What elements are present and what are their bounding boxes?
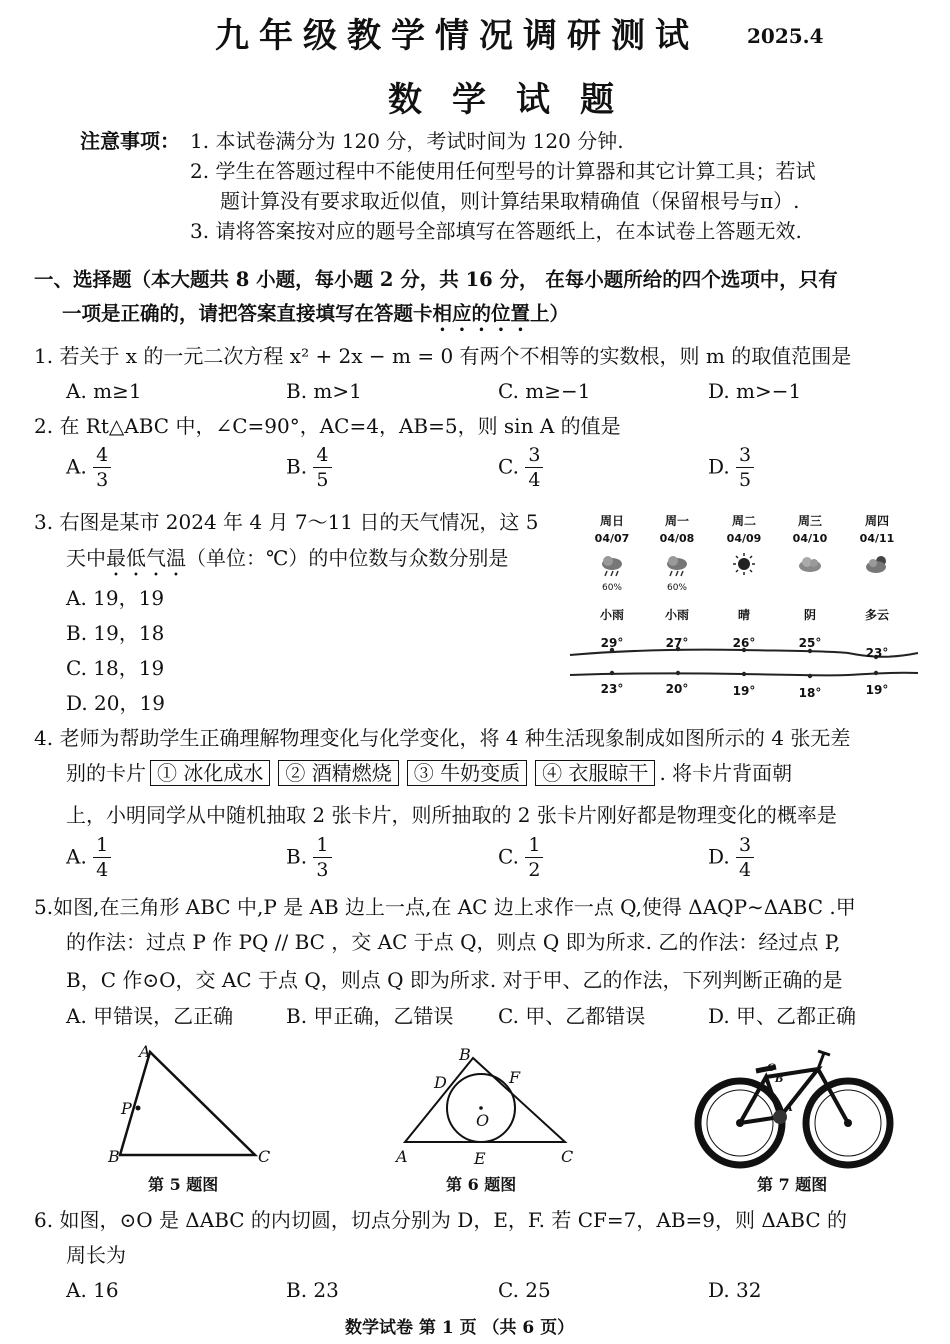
- rain-cloud-icon: [667, 556, 687, 576]
- q2-option-b: B. $\frac{4}{5}$: [286, 446, 332, 490]
- card-4: ④ 衣服晾干: [535, 760, 655, 786]
- weather-day-4: 周三: [797, 514, 822, 528]
- card-3: ③ 牛奶变质: [407, 760, 527, 786]
- fig6-label-c: C: [561, 1147, 574, 1166]
- exam-date: 2025.4: [747, 24, 824, 48]
- q3-option-c: C. 18，19: [66, 656, 165, 680]
- q1-option-a: A. m≥1: [66, 379, 142, 403]
- q6-line1: 6. 如图，⊙O 是 ΔABC 的内切圆，切点分别为 D，E，F. 若 CF=7，AB=9，则 ΔABC 的: [34, 1208, 848, 1232]
- card-2: ② 酒精燃烧: [278, 760, 398, 786]
- fig6-label-d: D: [434, 1073, 447, 1092]
- rain-cloud-icon: [602, 556, 622, 576]
- weather-day-3: 周二: [731, 514, 756, 528]
- weather-day-5: 周四: [864, 514, 889, 528]
- weather-date-4: 04/10: [792, 532, 828, 545]
- fig7-label-c: C: [767, 1063, 775, 1074]
- weather-low-1: 23°: [600, 682, 624, 696]
- page-subtitle: 数学试题: [388, 80, 644, 120]
- weather-low-4: 18°: [798, 686, 822, 700]
- card-1: ① 冰化成水: [150, 760, 270, 786]
- q2-option-d: D. $\frac{3}{5}$: [708, 446, 754, 490]
- q1-stem: 1. 若关于 x 的一元二次方程 x² + 2x − m = 0 有两个不相等的实数根，则 m 的取值范围是: [34, 344, 852, 368]
- q4-line1: 4. 老师为帮助学生正确理解物理变化与化学变化，将 4 种生活现象制成如图所示的 4 张无差: [34, 726, 851, 750]
- weather-high-3: 26°: [732, 636, 756, 650]
- weather-low-5: 19°: [865, 683, 889, 697]
- fig5-label-a: A: [139, 1042, 151, 1061]
- fig6-label-o: O: [476, 1111, 490, 1130]
- weather-high-1: 29°: [600, 636, 624, 650]
- weather-high-2: 27°: [665, 636, 689, 650]
- q5-option-c: C. 甲、乙都错误: [498, 1004, 646, 1028]
- weather-date-1: 04/07: [594, 532, 630, 545]
- q5-option-b: B. 甲正确，乙错误: [286, 1004, 454, 1028]
- q4-line3: 上，小明同学从中随机抽取 2 张卡片，则所抽取的 2 张卡片刚好都是物理变化的概率是: [66, 803, 837, 827]
- weather-day-1: 周日: [599, 514, 624, 528]
- weather-day-2: 周一: [664, 514, 689, 528]
- weather-low-3: 19°: [732, 684, 756, 698]
- fig7-label-b: B: [775, 1074, 784, 1085]
- fig6-caption: 第 6 题图: [446, 1175, 517, 1194]
- q2-stem: 2. 在 Rt△ABC 中，∠C=90°，AC=4，AB=5，则 sin A 的值是: [34, 414, 621, 438]
- page-footer: 数学试卷 第 1 页 （共 6 页）: [345, 1318, 575, 1338]
- weather-condition-1: 小雨: [599, 608, 624, 622]
- weather-high-5: 23°: [865, 646, 889, 660]
- fig5-label-c: C: [258, 1147, 271, 1166]
- q6-option-d: D. 32: [708, 1278, 762, 1302]
- q6-line2: 周长为: [66, 1243, 126, 1267]
- q2-option-c: C. $\frac{3}{4}$: [498, 446, 543, 490]
- q3-stem-line1: 3. 右图是某市 2024 年 4 月 7～11 日的天气情况，这 5: [34, 510, 539, 534]
- weather-condition-5: 多云: [864, 608, 889, 622]
- weather-high-4: 25°: [798, 636, 822, 650]
- q4-line2: 别的卡片 ① 冰化成水 ② 酒精燃烧 ③ 牛奶变质 ④ 衣服晾干 . 将卡片背面朝: [66, 761, 793, 785]
- fig6-label-b: B: [459, 1045, 471, 1064]
- note-item-2: 2. 学生在答题过程中不能使用任何型号的计算器和其它计算工具；若试: [190, 159, 816, 183]
- weather-precip-2: 60%: [666, 583, 687, 593]
- section-heading-line1: 一、选择题（本大题共 8 小题，每小题 2 分，共 16 分， 在每小题所给的四个选项中，只有: [34, 268, 838, 291]
- q6-option-a: A. 16: [66, 1278, 119, 1302]
- q5-line1: 5.如图,在三角形 ABC 中,P 是 AB 边上一点,在 AC 边上求作一点 Q,使得 ΔAQP∼ΔABC .甲: [34, 895, 856, 919]
- weather-date-5: 04/11: [859, 532, 895, 545]
- q3-stem-line2: 天中最低气温（单位：℃）的中位数与众数分别是: [66, 546, 509, 570]
- figure-6-incircle: [395, 1048, 575, 1148]
- section-heading-line2: 一项是正确的，请把答案直接填写在答题卡相应的位置上）: [62, 302, 570, 325]
- q6-option-c: C. 25: [498, 1278, 551, 1302]
- q1-option-c: C. m≥−1: [498, 379, 591, 403]
- weather-precip-1: 60%: [601, 583, 622, 593]
- q3-option-a: A. 19，19: [66, 586, 165, 610]
- cloud-icon: [799, 557, 821, 572]
- weather-condition-2: 小雨: [664, 608, 689, 622]
- q2-option-a: A. $\frac{4}{3}$: [66, 446, 111, 490]
- fig6-label-e: E: [474, 1149, 486, 1168]
- fig6-label-a: A: [396, 1147, 408, 1166]
- note-item-3: 3. 请将答案按对应的题号全部填写在答题纸上，在本试卷上答题无效.: [190, 219, 802, 243]
- q3-option-b: B. 19，18: [66, 621, 165, 645]
- q3-option-d: D. 20，19: [66, 691, 165, 715]
- weather-low-2: 20°: [665, 682, 689, 696]
- sun-icon: [733, 553, 755, 575]
- q5-line2: 的作法：过点 P 作 PQ // BC ，交 AC 于点 Q，则点 Q 即为所求. 乙的作法：经过点 P,: [66, 930, 841, 954]
- fig6-label-f: F: [509, 1068, 521, 1087]
- weather-date-2: 04/08: [659, 532, 695, 545]
- fig5-label-p: P: [121, 1099, 132, 1118]
- q6-option-b: B. 23: [286, 1278, 339, 1302]
- q5-option-d: D. 甲、乙都正确: [708, 1004, 857, 1028]
- weather-date-3: 04/09: [726, 532, 762, 545]
- q5-line3: B，C 作⊙O，交 AC 于点 Q，则点 Q 即为所求. 对于甲、乙的作法，下列判断正确的是: [66, 968, 843, 992]
- fig7-label-a: A: [785, 1103, 793, 1114]
- weather-icons: [570, 552, 920, 582]
- q4-option-b: B. $\frac{1}{3}$: [286, 836, 332, 880]
- note-item-2-cont: 题计算没有要求取近似值，则计算结果取精确值（保留根号与π）.: [220, 189, 800, 213]
- partly-cloudy-icon: [866, 556, 886, 573]
- weather-condition-4: 阴: [803, 608, 816, 622]
- q1-option-d: D. m>−1: [708, 379, 802, 403]
- q4-option-c: C. $\frac{1}{2}$: [498, 836, 543, 880]
- notes-label: 注意事项：: [80, 129, 180, 153]
- q4-option-d: D. $\frac{3}{4}$: [708, 836, 754, 880]
- weather-condition-3: 晴: [737, 608, 750, 622]
- fig5-caption: 第 5 题图: [148, 1175, 219, 1194]
- q4-option-a: A. $\frac{1}{4}$: [66, 836, 111, 880]
- fig5-label-b: B: [108, 1147, 120, 1166]
- page-title: 九年级教学情况调研测试: [215, 16, 699, 56]
- note-item-1: 1. 本试卷满分为 120 分，考试时间为 120 分钟.: [190, 129, 624, 153]
- q5-option-a: A. 甲错误，乙正确: [66, 1004, 234, 1028]
- fig7-caption: 第 7 题图: [757, 1175, 828, 1194]
- q1-option-b: B. m>1: [286, 379, 362, 403]
